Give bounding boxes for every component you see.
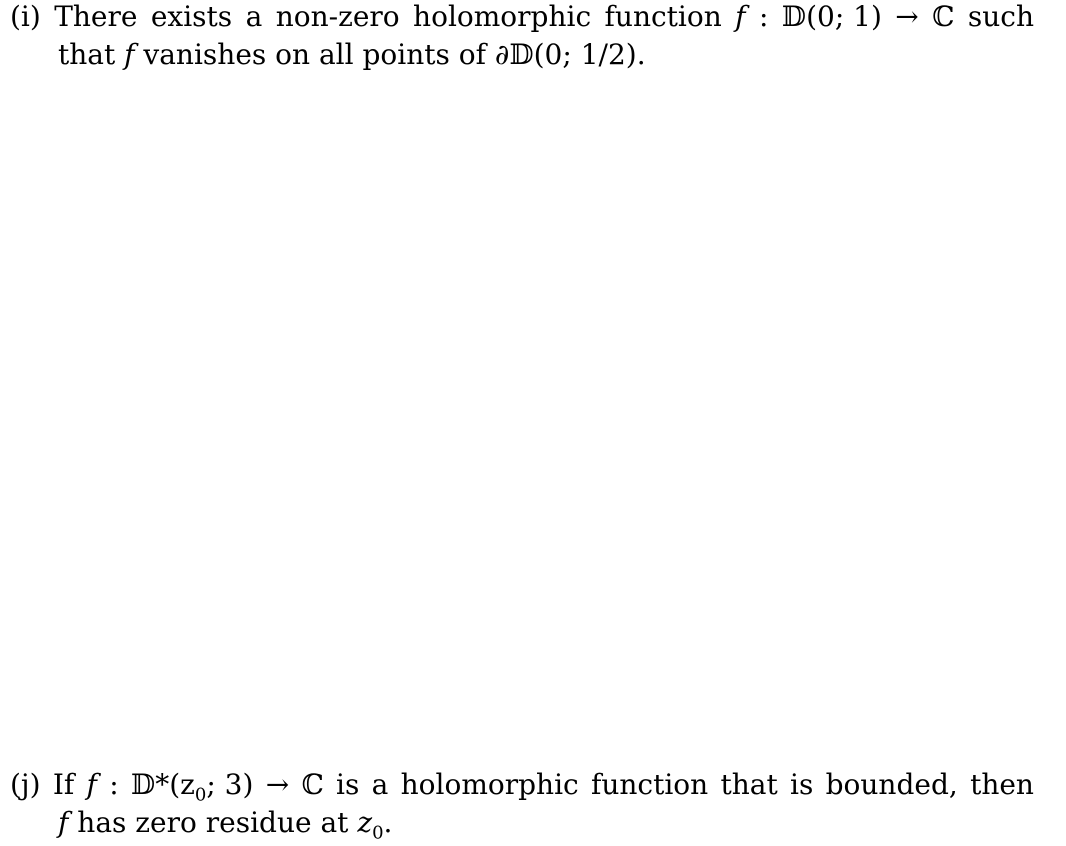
word: holomorphic: [400, 768, 579, 801]
word: holomorphic: [413, 0, 592, 33]
math-f: f: [735, 0, 746, 33]
problem-j-label: (j): [10, 768, 41, 801]
problem-i-label: (i): [10, 0, 41, 33]
problem-i-line-2: [10, 36, 1034, 74]
word: is: [790, 768, 814, 801]
word: that: [58, 38, 116, 71]
word: If: [52, 768, 75, 801]
math-z0: [357, 806, 384, 844]
math-subscript: 0: [372, 822, 384, 844]
word: that: [720, 768, 778, 801]
word: function: [604, 0, 722, 33]
problem-j-line-2: [10, 804, 1034, 842]
math-f: f: [58, 806, 69, 839]
word: a: [371, 768, 389, 801]
problem-i-line-1: [10, 0, 1034, 36]
word: a: [245, 0, 263, 33]
period: .: [383, 806, 393, 839]
word: such: [967, 0, 1034, 33]
math-arrow: →: [265, 768, 290, 801]
problem-j-line-1: [10, 766, 1034, 804]
word: exists: [150, 0, 233, 33]
math-f: f: [124, 38, 135, 71]
problem-i: [10, 0, 1034, 74]
word: is: [336, 768, 360, 801]
word: function: [590, 768, 709, 801]
word: bounded,: [825, 768, 958, 801]
math-codomain: ℂ: [932, 0, 955, 33]
math-disc-close: ; 3): [206, 768, 254, 801]
math-colon: :: [109, 768, 119, 801]
text-run: vanishes on all points of ∂𝔻(0; 1/2).: [143, 38, 646, 71]
math-codomain: ℂ: [301, 768, 324, 801]
math-f: f: [86, 768, 97, 801]
math-arrow: →: [895, 0, 919, 33]
word: non-zero: [275, 0, 400, 33]
math-subscript: 0: [194, 784, 207, 806]
math-colon: :: [758, 0, 769, 33]
text-run: has zero residue at: [77, 806, 349, 839]
word: then: [970, 768, 1034, 801]
word: There: [54, 0, 138, 33]
math-z: z: [357, 806, 373, 839]
math-disc-open: 𝔻*(z: [130, 768, 195, 801]
math-punctured-disc: [131, 766, 254, 804]
math-domain: 𝔻(0; 1): [781, 0, 882, 33]
problem-j: [10, 766, 1034, 842]
